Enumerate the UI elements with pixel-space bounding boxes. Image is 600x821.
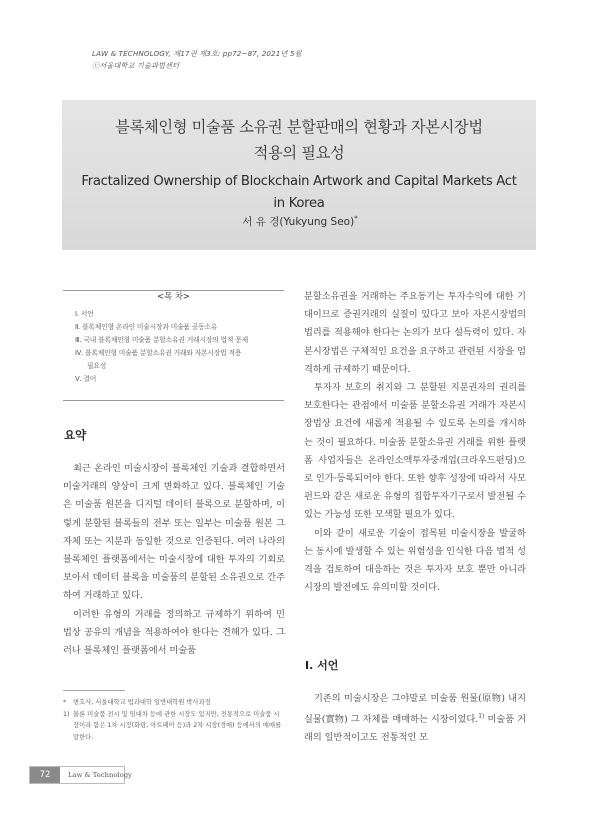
korean-title-line-1: 블록체인형 미술품 소유권 분할판매의 현황과 자본시장법 — [115, 118, 483, 136]
body-paragraph: 이와 같이 새로운 기술이 접목된 미술시장을 발굴하는 동시에 발생할 수 있는 위험성을 인식한 다음 법적 성격을 검토하여 대응하는 것은 투자자 보호 뿐만 아니라 시장의 발전에도 유의미할 것이다. — [304, 527, 526, 594]
korean-title — [62, 100, 536, 166]
body-right-column — [304, 288, 526, 597]
table-of-contents — [63, 290, 284, 401]
intro-body — [304, 690, 526, 748]
footnote-divider — [63, 690, 125, 691]
korean-title-line-2: 적용의 필요성 — [253, 144, 345, 162]
body-paragraph: 분할소유권을 거래하는 주요동기는 투자수익에 대한 기대이므로 증권거래의 실질이 있다고 보아 자본시장법의 법리를 적용해야 한다는 논의가 보다 설득력이 있다. 자본시장법은 구체적인 요건을 요구하고 관련된 시장을 엄격하게 규제하기 때문이다. — [304, 291, 526, 375]
toc-item: Ⅲ. 국내 블록체인형 미술품 분할소유권 거래시장의 법적 문제 — [75, 336, 248, 344]
journal-citation: LAW & TECHNOLOGY, 제17권 제3호: pp72~87, 2021년 5월 — [92, 49, 302, 58]
footnote-text: 변호사, 서울대학교 법과대학 일반대학원 박사과정 — [73, 699, 211, 706]
intro-text: 기존의 미술시장은 그야말로 미술품 원물(原物) 내지 실물(實物) 그 자체를 매매하는 시장이었다. — [304, 693, 526, 726]
footer-journal-name: Law & Technology — [68, 771, 132, 779]
toc-item: 필요성 — [87, 362, 107, 370]
intro-heading: Ⅰ. 서언 — [305, 659, 339, 672]
page-footer — [29, 766, 132, 784]
footnote-mark: * — [63, 699, 67, 706]
body-paragraph: 투자자 보호의 취지와 그 분할된 지분권자의 권리를 보호한다는 관점에서 미술품 분할소유권 거래가 자본시장법상 요건에 새롭게 적용될 수 있도록 논의를 개시하는 것이 필요하다. 미술품 분할소유권 거래를 위한 플랫폼 사업자들은 온라인소액투자중개업(크라우드펀딩)으로 인가·등록되어야 한다. 또한 향후 성장에 따라서 사모펀드와 같은 새로운 유형의 집합투자기구로서 발전될 수 있는 가능성 또한 모색할 필요가 있다. — [304, 382, 526, 521]
toc-item: Ⅱ. 블록체인형 온라인 미술시장과 미술품 공동소유 — [75, 323, 218, 331]
author-name: 서 유 경(Yukyung Seo) — [242, 216, 355, 228]
english-title-line-2: in Korea — [273, 196, 325, 211]
english-title — [62, 171, 536, 215]
footnote-ref: 1) — [478, 713, 485, 721]
toc-item: Ⅰ. 서언 — [75, 310, 94, 318]
footnote — [63, 709, 285, 744]
journal-info — [92, 48, 302, 72]
toc-list — [63, 291, 284, 386]
journal-copyright: ⓒ서울대학교 기술과법센터 — [92, 61, 180, 70]
intro-text-cont: 미술품 거래의 일반적이고도 전통적인 모 — [304, 714, 526, 744]
abstract-paragraph: 최근 온라인 미술시장이 블록체인 기술과 결합하면서 미술거래의 양상이 크게 변화하고 있다. 블록체인 기술은 미술품 원본을 디지털 데이터 블록으로 분할하며, 이렇게 분할된 블록들의 전부 또는 일부는 미술품 원본 그 자체 또는 지분과 동일한 것으로 인증된다. 여러 나라의 블록체인 플랫폼에서는 미술시장에 대한 투자의 기회로 보아서 데이터 블록을 미술품의 분할된 소유권으로 간주하여 거래하고 있다. — [63, 463, 285, 602]
footnote — [63, 697, 285, 709]
footnote-mark: 1) — [63, 710, 70, 718]
footnotes — [63, 697, 285, 743]
toc-heading: <목 차> — [152, 291, 195, 301]
intro-paragraph — [304, 690, 526, 748]
toc-item: Ⅳ. 블록체인형 미술품 분할소유권 거래와 자본시장법 적용 — [75, 349, 242, 357]
english-title-line-1: Fractalized Ownership of Blockchain Artwork and Capital Markets Act — [81, 174, 517, 189]
toc-item: Ⅴ. 결어 — [75, 375, 97, 383]
abstract-body — [63, 460, 285, 660]
footnote-text: 물론 미술품 전시 및 임대차 등에 관한 시장도 있지만, 전통적으로 미술품 시장이라 함은 1차 시장(화랑, 아트페어 등)과 2차 시장(경매) 등에서의 매매를 말한다. — [73, 710, 282, 741]
author-line — [0, 214, 600, 229]
abstract-paragraph: 이러한 유형의 거래를 정의하고 규제하기 위하여 민법상 공유의 개념을 적용하여야 한다는 견해가 있다. 그러나 블록체인 플랫폼에서 미술품 — [63, 608, 285, 657]
page-number: 72 — [30, 767, 60, 783]
abstract-heading: 요약 — [64, 428, 87, 442]
author-footnote-mark: * — [354, 214, 358, 223]
